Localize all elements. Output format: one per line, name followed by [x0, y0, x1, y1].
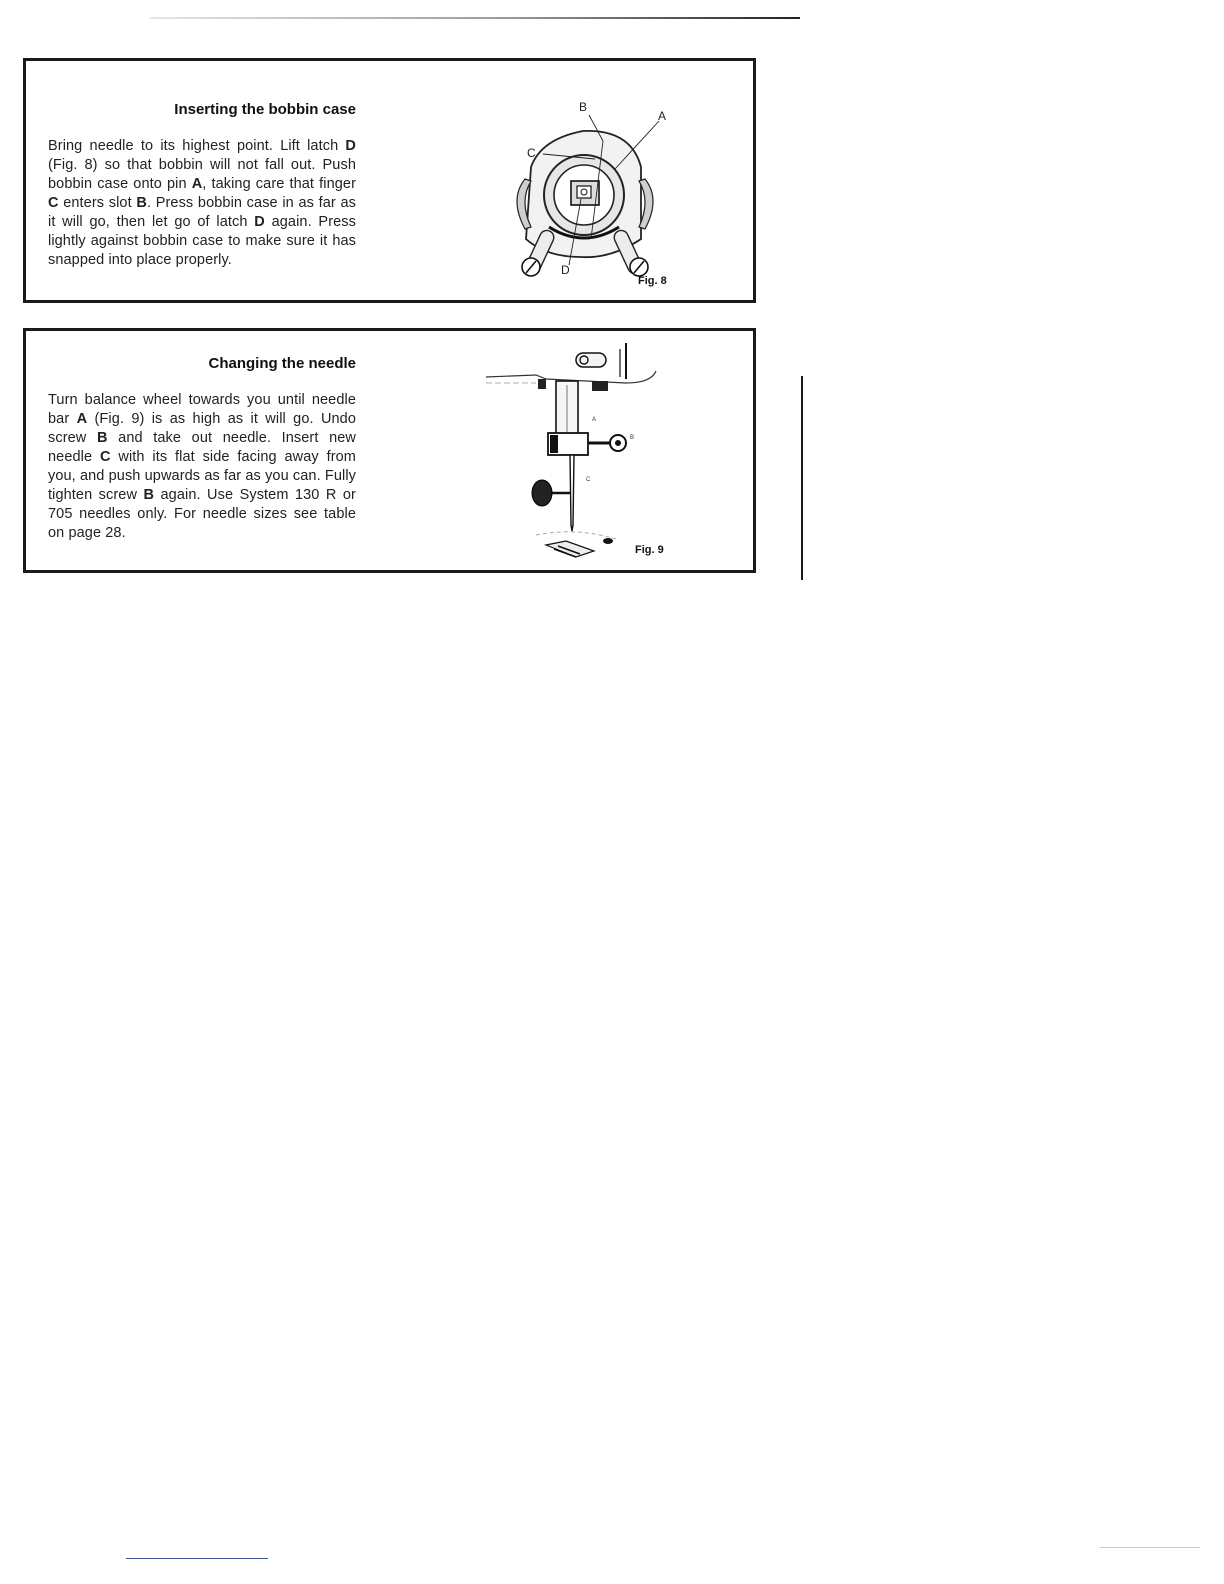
section-inserting-bobbin-case	[23, 58, 756, 303]
reference-letter: A	[191, 176, 203, 192]
text-run: Bring needle to its highest point. Lift latch	[48, 138, 346, 154]
figure-caption: Fig. 9	[635, 544, 664, 556]
bottom-margin-mark	[126, 1558, 268, 1559]
text-run: again. Press lightly against bobbin case to make sure it has snapped into place properly.	[48, 214, 356, 268]
section-heading: Inserting the bobbin case	[174, 101, 356, 118]
reference-letter: A	[76, 411, 88, 427]
callout-a: A	[658, 109, 667, 123]
reference-letter: B	[96, 430, 108, 446]
text-run: enters slot	[58, 195, 137, 211]
bobbin-case-illustration	[491, 89, 671, 289]
text-run: and take out needle. Insert new needle	[48, 430, 356, 465]
section-heading: Changing the needle	[208, 355, 356, 372]
reference-letter: D	[254, 214, 265, 230]
top-rule	[150, 17, 800, 19]
section-body	[48, 137, 356, 270]
needle-illustration	[476, 335, 666, 565]
reference-letter: B	[143, 487, 155, 503]
section-text	[48, 101, 356, 270]
bottom-margin-mark-right	[1100, 1547, 1200, 1548]
callout-b: B	[630, 435, 635, 441]
section-changing-needle	[23, 328, 756, 573]
section-text	[48, 355, 356, 543]
text-run: (Fig. 8) so that bobbin will not fall out. Push bobbin case onto pin	[48, 157, 356, 192]
reference-letter: C	[48, 195, 59, 211]
reference-letter: B	[136, 195, 147, 211]
section-body	[48, 391, 356, 543]
text-run: . Press bobbin case in as far as it will go, then let go of latch	[48, 195, 357, 230]
callout-c: C	[586, 477, 591, 483]
margin-rule	[801, 376, 803, 580]
text-run: again. Use System 130 R or 705 needles only. For needle sizes see table on page 28.	[48, 487, 356, 541]
reference-letter: D	[345, 138, 356, 154]
figure-caption: Fig. 8	[638, 275, 667, 287]
callout-a: A	[592, 417, 597, 423]
text-run: , taking care that finger	[202, 176, 356, 192]
callout-d: D	[561, 263, 570, 277]
text-run: Turn balance wheel towards you until needle bar	[48, 392, 356, 427]
callout-c: C	[527, 146, 536, 160]
text-run: (Fig. 9) is as high as it will go. Undo screw	[48, 411, 357, 446]
text-run: with its flat side facing away from you, and push upwards as far as you can. Fully tighten screw	[48, 449, 356, 503]
reference-letter: C	[99, 449, 111, 465]
callout-b: B	[579, 100, 588, 114]
